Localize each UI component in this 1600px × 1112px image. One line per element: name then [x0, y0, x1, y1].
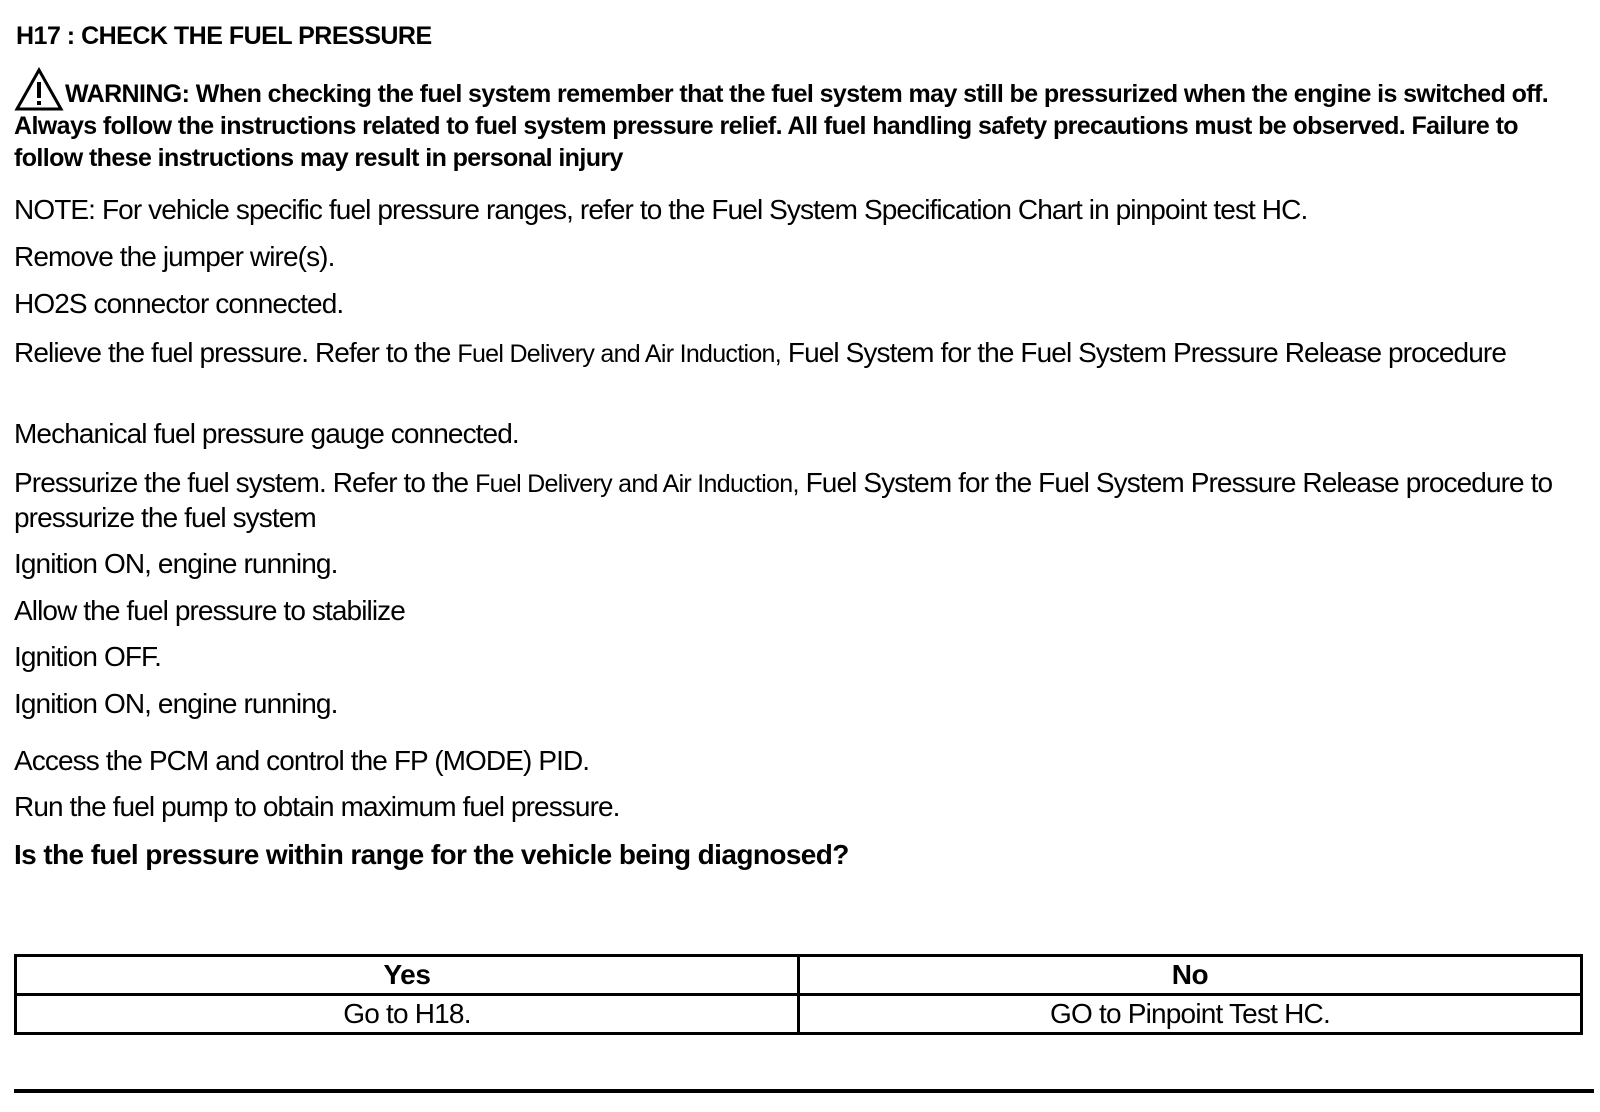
relieve-text-2: Fuel System for the Fuel System Pressure Release procedure	[780, 337, 1506, 368]
pressurize-text-1: Pressurize the fuel system. Refer to the	[14, 467, 476, 498]
warning-text: WARNING: When checking the fuel system remember that the fuel system may still be pressurized when the engine is switched off. Always follow the instructions related to fuel system pressure relief. All fuel handling safety precautions must be observed. Failure to follow these instructions may result in personal injury	[14, 80, 1549, 172]
value-yes: Go to H18.	[16, 995, 799, 1034]
step-pressurize	[14, 466, 1574, 535]
diagnostic-question: Is the fuel pressure within range for the vehicle being diagnosed?	[14, 839, 849, 870]
pressurize-text-2: Fuel System for the Fuel System Pressure Release procedure to pressurize the fuel system	[14, 467, 1553, 533]
result-table	[14, 954, 1583, 1035]
step-ignition-on-2: Ignition ON, engine running.	[14, 688, 338, 719]
result-value-row	[16, 995, 1582, 1034]
step-ignition-off: Ignition OFF.	[14, 641, 162, 672]
warning-triangle-icon	[14, 67, 64, 113]
step-relieve-pressure	[14, 336, 1574, 371]
page-title: H17 : CHECK THE FUEL PRESSURE	[16, 22, 432, 50]
relieve-reference: Fuel Delivery and Air Induction,	[457, 340, 781, 368]
note-text: NOTE: For vehicle specific fuel pressure ranges, refer to the Fuel System Specification Chart in pinpoint test HC.	[14, 194, 1308, 225]
header-yes: Yes	[16, 956, 799, 995]
warning-block	[14, 64, 1584, 174]
step-ignition-on-1: Ignition ON, engine running.	[14, 548, 338, 579]
step-gauge-connected: Mechanical fuel pressure gauge connected.	[14, 418, 519, 449]
bottom-divider	[14, 1089, 1594, 1093]
step-run-pump: Run the fuel pump to obtain maximum fuel pressure.	[14, 791, 620, 822]
pressurize-reference: Fuel Delivery and Air Induction,	[475, 470, 799, 498]
value-no: GO to Pinpoint Test HC.	[799, 995, 1582, 1034]
step-ho2s-connected: HO2S connector connected.	[14, 288, 344, 319]
step-stabilize: Allow the fuel pressure to stabilize	[14, 595, 405, 626]
step-remove-jumper: Remove the jumper wire(s).	[14, 241, 335, 272]
relieve-text-1: Relieve the fuel pressure. Refer to the	[14, 337, 458, 368]
step-access-pcm: Access the PCM and control the FP (MODE) PID.	[14, 745, 590, 776]
result-header-row	[16, 956, 1582, 995]
header-no: No	[799, 956, 1582, 995]
